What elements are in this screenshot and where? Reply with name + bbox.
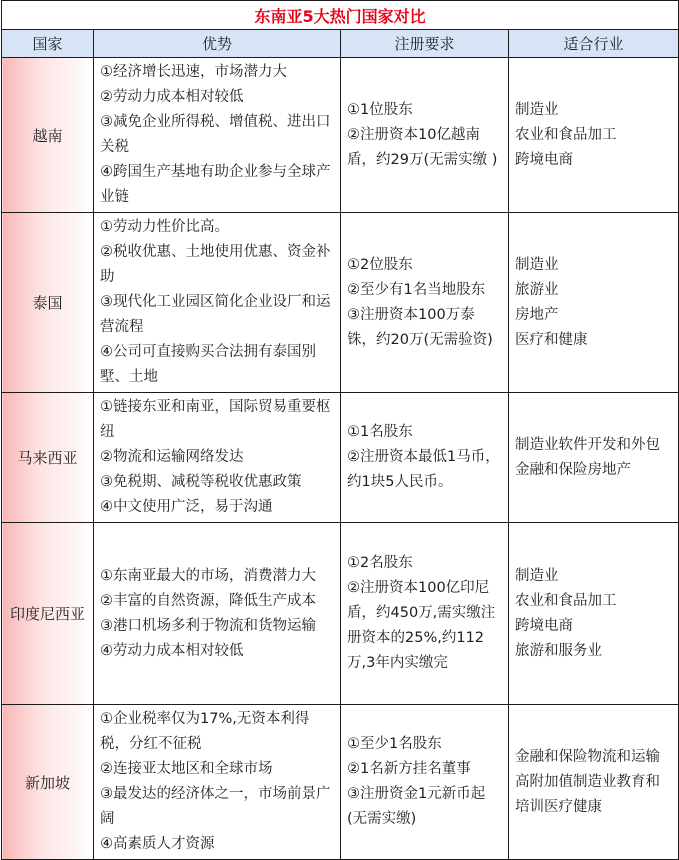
industry-item: 旅游业 [515, 281, 559, 298]
advantage-item: ②物流和运输网络发达 [100, 449, 244, 465]
advantage-item: ②劳动力成本相对较低 [100, 89, 244, 105]
industries-cell [509, 523, 679, 705]
advantage-item: ①东南亚最大的市场，消费潜力大 [100, 567, 316, 584]
table-row [2, 393, 679, 523]
advantages-cell [94, 523, 341, 705]
requirement-item: ②注册资本100亿印尼盾，约450万,需实缴注册资本的25%,约112万,3年内实缴完 [347, 580, 496, 671]
industries-cell [509, 393, 679, 523]
advantage-item: ④高素质人才资源 [100, 836, 215, 852]
requirements-cell [341, 705, 509, 860]
requirement-item: ①1位股东 [347, 101, 413, 118]
requirements-cell [341, 58, 509, 213]
requirement-item: ②注册资本最低1马币，约1块5人民币。 [347, 449, 500, 490]
table-row [2, 213, 679, 393]
advantage-item: ②连接亚太地区和全球市场 [100, 761, 273, 777]
country-cell: 马来西亚 [2, 393, 94, 523]
header-country: 国家 [2, 30, 94, 58]
requirement-item: ②1名新方挂名董事 [347, 761, 471, 777]
industry-item: 制造业 [515, 256, 559, 273]
industry-item: 金融和保险物流和运输高附加值制造业教育和培训医疗健康 [515, 748, 660, 815]
advantage-item: ③最发达的经济体之一，市场前景广阔 [100, 786, 331, 827]
country-cell: 印度尼西亚 [2, 523, 94, 705]
advantages-cell [94, 213, 341, 393]
industry-item: 农业和食品加工 [515, 592, 617, 609]
requirements-cell [341, 213, 509, 393]
industry-item: 农业和食品加工 [515, 126, 617, 143]
header-advantages: 优势 [94, 30, 341, 58]
requirement-item: ③注册资金1元新币起(无需实缴) [347, 786, 486, 827]
table-row [2, 705, 679, 860]
advantage-item: ②丰富的自然资源，降低生产成本 [100, 592, 316, 609]
country-cell: 越南 [2, 58, 94, 213]
requirement-item: ①2名股东 [347, 555, 413, 571]
industry-item: 旅游和服务业 [515, 642, 602, 659]
industries-cell [509, 213, 679, 393]
requirement-item: ②注册资本10亿越南盾，约29万(无需实缴 ) [347, 126, 498, 168]
industry-item: 制造业软件开发和外包金融和保险房地产 [515, 436, 660, 478]
advantage-item: ③减免企业所得税、增值税、进出口关税 [100, 114, 331, 155]
industry-item: 跨境电商 [515, 151, 573, 168]
advantage-item: ①链接东亚和南亚，国际贸易重要枢纽 [100, 399, 331, 440]
country-cell: 泰国 [2, 213, 94, 393]
advantages-cell [94, 705, 341, 860]
industries-cell [509, 705, 679, 860]
header-industries: 适合行业 [509, 30, 679, 58]
industry-item: 医疗和健康 [515, 331, 588, 348]
advantage-item: ④公司可直接购买合法拥有泰国别墅、土地 [100, 344, 316, 385]
industry-item: 制造业 [515, 567, 559, 584]
advantages-cell [94, 58, 341, 213]
table-row [2, 523, 679, 705]
industry-item: 制造业 [515, 101, 559, 118]
requirement-item: ①1名股东 [347, 424, 413, 440]
requirement-item: ③注册资本100万泰铢，约20万(无需验资) [347, 306, 493, 348]
table-row [2, 58, 679, 213]
advantage-item: ④中文使用广泛，易于沟通 [100, 499, 273, 515]
advantage-item: ③港口机场多利于物流和货物运输 [100, 617, 316, 634]
advantage-item: ①劳动力性价比高。 [100, 219, 229, 235]
advantage-item: ③免税期、减税等税收优惠政策 [100, 474, 302, 490]
advantage-item: ①企业税率仅为17%,无资本利得税，分红不征税 [100, 711, 310, 752]
header-row [2, 30, 679, 58]
header-requirements: 注册要求 [341, 30, 509, 58]
country-cell: 新加坡 [2, 705, 94, 860]
advantage-item: ①经济增长迅速，市场潜力大 [100, 64, 287, 80]
comparison-table [1, 0, 679, 860]
table-title: 东南亚5大热门国家对比 [2, 1, 679, 30]
advantage-item: ③现代化工业园区简化企业设厂和运营流程 [100, 294, 331, 335]
industries-cell [509, 58, 679, 213]
requirement-item: ②至少有1名当地股东 [347, 281, 486, 298]
industry-item: 跨境电商 [515, 617, 573, 634]
requirement-item: ①至少1名股东 [347, 736, 442, 752]
requirements-cell [341, 393, 509, 523]
advantage-item: ④跨国生产基地有助企业参与全球产业链 [100, 164, 331, 205]
advantage-item: ④劳动力成本相对较低 [100, 642, 244, 659]
requirements-cell [341, 523, 509, 705]
industry-item: 房地产 [515, 306, 559, 323]
title-row [2, 1, 679, 30]
advantages-cell [94, 393, 341, 523]
requirement-item: ①2位股东 [347, 256, 413, 273]
advantage-item: ②税收优惠、土地使用优惠、资金补助 [100, 244, 331, 285]
